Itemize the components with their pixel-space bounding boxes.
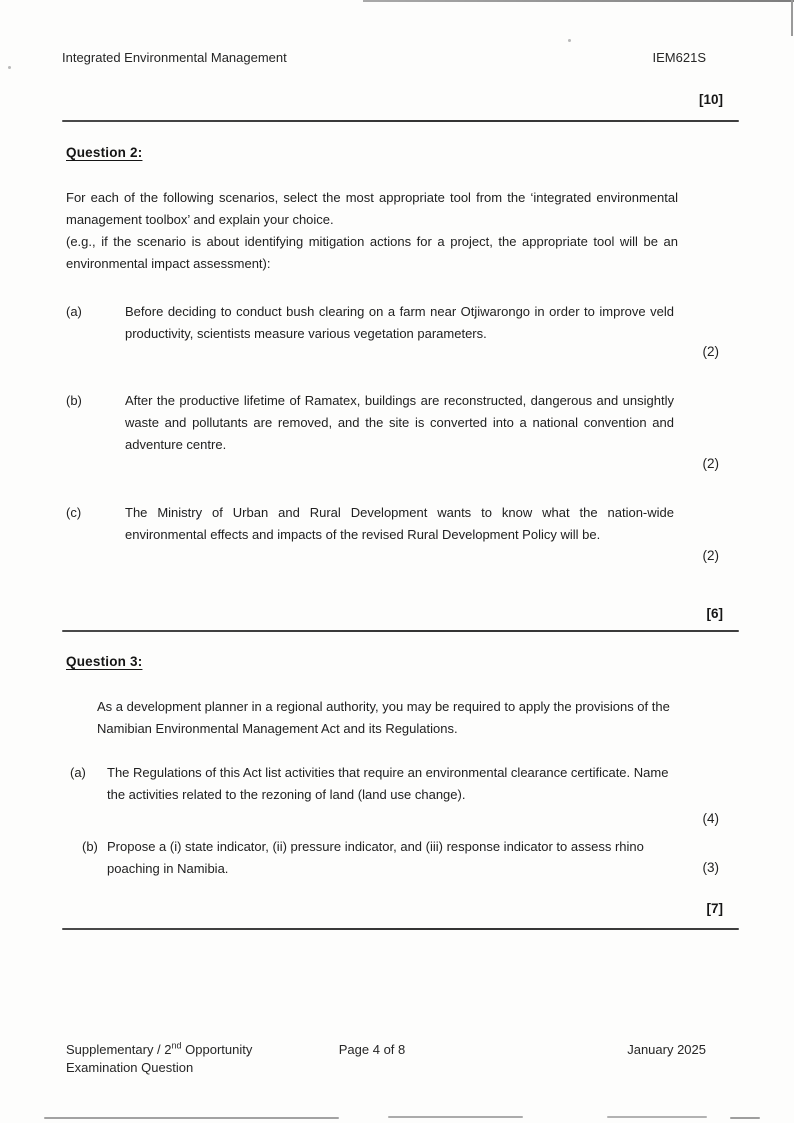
item-text: Before deciding to conduct bush clearing on a farm near Otjiwarongo in order to improve veld productivity, scientists measure various vegetation parameters. (125, 304, 674, 341)
scan-right-edge-artifact (791, 0, 793, 36)
footer-exam-type-line1 (66, 1041, 353, 1059)
question2-item-b (66, 390, 674, 456)
question2-intro-paragraph-2: (e.g., if the scenario is about identifying mitigation actions for a project, the appropriate tool will be an environmental impact assessment): (66, 234, 678, 271)
question2-item-c (66, 502, 674, 546)
section-divider-rule (62, 120, 739, 122)
ordinal-superscript: nd (171, 1040, 182, 1051)
section-divider-rule (62, 928, 739, 930)
page-number: Page 4 of 8 (338, 1042, 406, 1057)
scan-speck (8, 66, 11, 69)
question3-item-b-marks: (3) (702, 860, 719, 875)
question2-item-b-marks: (2) (702, 456, 719, 471)
item-text: The Ministry of Urban and Rural Development wants to know what the nation-wide environmental effects and impacts of the revised Rural Development Policy will be. (125, 505, 674, 542)
item-label: (a) (66, 304, 82, 319)
item-text: After the productive lifetime of Ramatex, buildings are reconstructed, dangerous and unsightly waste and pollutants are removed, and the site is converted into a national convention and adventure centre. (125, 393, 674, 452)
item-text: The Regulations of this Act list activities that require an environmental clearance certificate. Name the activities related to the rezoning of land (land use change). (107, 765, 669, 802)
question2-intro-paragraph-1: For each of the following scenarios, select the most appropriate tool from the ‘integrated environmental management toolbox’ and explain your choice. (66, 190, 678, 227)
question2-total-marks: [6] (706, 606, 723, 621)
item-label: (b) (82, 839, 98, 854)
footer-exam-type (66, 1041, 353, 1077)
scan-bottom-artifact (44, 1117, 339, 1119)
question3-total-marks: [7] (706, 901, 723, 916)
footer-text: Supplementary / 2 (66, 1042, 172, 1057)
question3-item-a (70, 762, 680, 806)
previous-question-total-marks: [10] (698, 92, 723, 107)
item-text: Propose a (i) state indicator, (ii) pressure indicator, and (iii) response indicator to assess rhino poaching in Namibia. (107, 839, 644, 876)
page-footer (62, 1041, 739, 1077)
item-label: (a) (70, 765, 86, 780)
item-label: (b) (66, 393, 82, 408)
page-header (62, 50, 739, 65)
question2-item-a-marks: (2) (702, 344, 719, 359)
scan-speck (568, 39, 571, 42)
question3-item-a-marks: (4) (702, 811, 719, 826)
scan-bottom-artifact (730, 1117, 760, 1119)
scan-top-edge-artifact (363, 0, 794, 2)
question2-title: Question 2: (66, 145, 143, 160)
scan-bottom-artifact (388, 1116, 523, 1118)
question2-item-a (66, 301, 674, 345)
course-title: Integrated Environmental Management (62, 50, 287, 65)
question2-item-c-marks: (2) (702, 548, 719, 563)
footer-exam-type-line2: Examination Question (66, 1060, 194, 1075)
course-code: IEM621S (652, 50, 706, 65)
section-divider-rule (62, 630, 739, 632)
question3-intro: As a development planner in a regional authority, you may be required to apply the provisions of the Namibian Environmental Management Act and its Regulations. (97, 699, 670, 736)
item-label: (c) (66, 505, 82, 520)
footer-text: Opportunity (181, 1042, 253, 1057)
scan-bottom-artifact (607, 1116, 707, 1118)
question2-intro (66, 187, 678, 275)
exam-date: January 2025 (627, 1042, 706, 1057)
question3-title: Question 3: (66, 654, 143, 669)
